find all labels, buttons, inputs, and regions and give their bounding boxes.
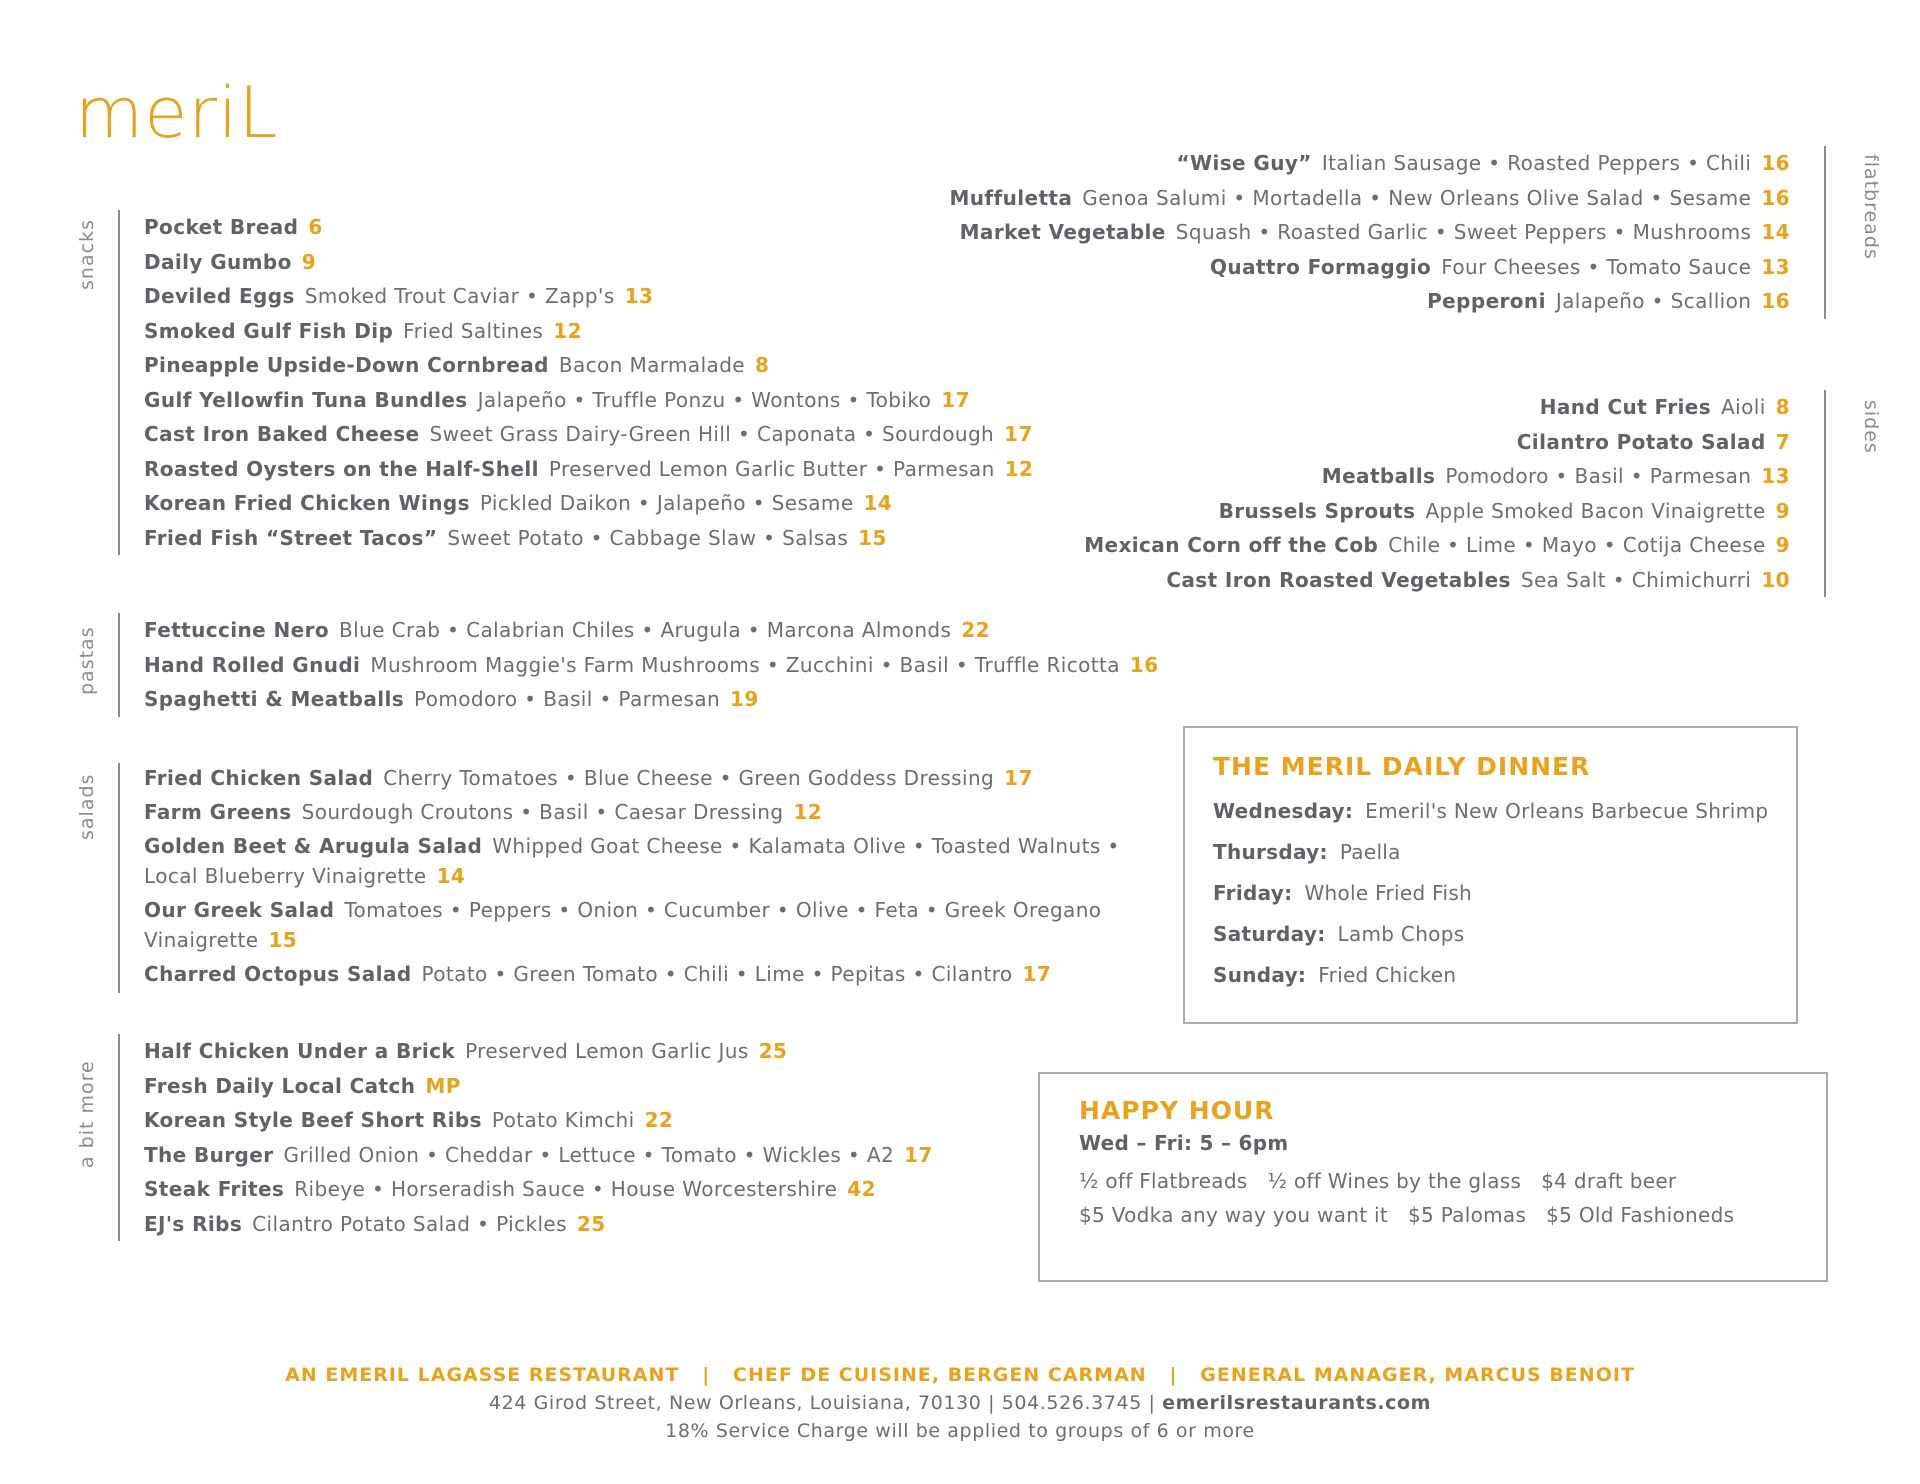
menu-item [144,1138,933,1173]
menu-item-price: 8 [1775,395,1790,419]
menu-item-description: Potato • Green Tomato • Chili • Lime • Pepitas • Cilantro [421,962,1013,986]
menu-item [144,648,1159,683]
menu-item-name: Mexican Corn off the Cob [1084,533,1379,557]
menu-item-name: Hand Cut Fries [1539,395,1712,419]
menu-item-price: 14 [1761,220,1790,244]
menu-item [144,486,1033,521]
menu-item-name: Fried Chicken Salad [144,766,374,790]
daily-dinner-dish: Emeril's New Orleans Barbecue Shrimp [1365,799,1769,823]
menu-item-price: 13 [624,284,654,308]
happy-hour-deals-1: ½ off Flatbreads ½ off Wines by the glass $4 draft beer [1079,1169,1677,1193]
menu-item-description: Tomatoes • Peppers • Onion • Cucumber • Olive • Feta • Greek Oregano Vinaigrette [144,898,1102,952]
menu-item-description: Smoked Trout Caviar • Zapp's [304,284,615,308]
daily-dinner-day: Saturday: [1213,922,1326,946]
website-link[interactable]: emerilsrestaurants.com [1162,1392,1432,1414]
menu-item-description: Mushroom Maggie's Farm Mushrooms • Zucchini • Basil • Truffle Ricotta [370,652,1120,677]
menu-item [144,1103,933,1138]
menu-item [949,146,1790,181]
menu-item [144,348,1033,383]
menu-item-description: Jalapeño • Truffle Ponzu • Wontons • Tobiko [477,387,932,412]
menu-item-name: Steak Frites [144,1177,285,1201]
menu-item-name: Fresh Daily Local Catch [144,1073,416,1098]
menu-item-description: Sweet Grass Dairy-Green Hill • Caponata • Sourdough [429,422,995,446]
menu-item [144,1034,933,1069]
menu-item-description: Chile • Lime • Mayo • Cotija Cheese [1388,533,1766,557]
menu-item-name: Hand Rolled Gnudi [144,652,361,677]
menu-item [144,797,1144,827]
flatbreads-section [949,146,1826,319]
section-label-salads: salads [76,773,98,840]
section-label-pastas: pastas [76,626,98,695]
daily-dinner-row [1213,791,1796,832]
menu-item-price: 14 [863,491,893,515]
menu-item-name: “Wise Guy” [1176,151,1312,175]
menu-item-name: Quattro Formaggio [1209,254,1432,279]
menu-item [949,284,1790,319]
daily-dinner-box [1183,726,1798,1024]
menu-item-price: 9 [301,249,317,274]
happy-hour-box [1038,1072,1828,1282]
menu-item-price: 13 [1761,254,1790,279]
menu-item-description: Blue Crab • Calabrian Chiles • Arugula • Marcona Almonds [339,618,952,642]
menu-item-price: 16 [1761,185,1790,210]
salads-section [118,763,1164,993]
menu-item-description: Pomodoro • Basil • Parmesan [1445,464,1752,488]
menu-item-price: 7 [1775,429,1790,454]
menu-item [1084,563,1790,598]
menu-item-description: Fried Saltines [403,318,544,343]
daily-dinner-title: THE MERIL DAILY DINNER [1213,752,1591,781]
menu-item-name: Golden Beet & Arugula Salad [144,834,483,858]
menu-item [144,383,1033,418]
menu-item-name: Pepperoni [1427,289,1546,313]
menu-item-price: 16 [1761,289,1790,313]
menu-item [144,682,1159,717]
menu-item-name: Charred Octopus Salad [144,962,412,986]
menu-item-price: 17 [1004,766,1033,790]
menu-item-price: 17 [1022,962,1052,986]
menu-item-price: 6 [308,215,323,239]
menu-item-price: 15 [268,928,298,952]
menu-item [144,417,1033,452]
menu-item [1084,425,1790,460]
menu-item-price: 12 [553,318,582,343]
menu-item-price: 9 [1775,533,1790,557]
menu-item-description: Aioli [1721,395,1766,419]
menu-item-price: 25 [758,1039,788,1063]
menu-item-name: Cast Iron Baked Cheese [144,422,420,446]
daily-dinner-list [1213,791,1796,996]
menu-item-name: EJ's Ribs [144,1211,243,1236]
menu-item-description: Pomodoro • Basil • Parmesan [414,687,721,711]
menu-item-description: Jalapeño • Scallion [1555,289,1752,313]
menu-item-description: Sea Salt • Chimichurri [1520,567,1752,592]
menu-item-description: Apple Smoked Bacon Vinaigrette [1425,498,1766,523]
daily-dinner-dish: Paella [1339,840,1401,864]
menu-item [144,895,1144,955]
daily-dinner-row [1213,914,1796,955]
menu-item-description: Italian Sausage • Roasted Peppers • Chili [1321,151,1752,175]
menu-item-price: 10 [1761,567,1790,592]
menu-item-description: Squash • Roasted Garlic • Sweet Peppers • Mushrooms [1175,220,1752,244]
menu-item [144,1207,933,1242]
menu-item-name: The Burger [144,1142,274,1167]
restaurant-logo: meriL [75,72,279,154]
menu-item [949,250,1790,285]
menu-item [949,181,1790,216]
menu-item-name: Daily Gumbo [144,249,292,274]
menu-item-price: 12 [1004,456,1034,481]
menu-item-price: 16 [1129,652,1159,677]
menu-item-price: 12 [793,800,823,824]
pastas-section [118,613,1159,717]
more-section [118,1034,933,1241]
menu-item [1084,528,1790,563]
menu-item-name: Roasted Oysters on the Half-Shell [144,456,539,481]
menu-item [949,215,1790,250]
daily-dinner-day: Thursday: [1213,840,1328,864]
footer [0,1364,1920,1442]
daily-dinner-dish: Whole Fried Fish [1304,881,1473,905]
footer-address-line [0,1392,1920,1414]
section-label-more: a bit more [76,1060,98,1168]
menu-item-description: Whipped Goat Cheese • Kalamata Olive • Toasted Walnuts • Local Blueberry Vinaigrette [144,834,1120,888]
menu-item [144,763,1144,793]
sides-section [1084,390,1826,597]
menu-item-description: Ribeye • Horseradish Sauce • House Worcestershire [294,1177,838,1201]
menu-item-description: Preserved Lemon Garlic Jus [465,1039,749,1063]
menu-item-description: Pickled Daikon • Jalapeño • Sesame [479,491,854,515]
menu-item-name: Our Greek Salad [144,898,335,922]
menu-item-price: MP [425,1073,461,1098]
menu-item [1084,390,1790,425]
menu-item-name: Cast Iron Roasted Vegetables [1166,567,1511,592]
menu-item-description: Cilantro Potato Salad • Pickles [252,1211,567,1236]
section-label-flatbreads: flatbreads [1860,154,1882,260]
menu-item-name: Korean Fried Chicken Wings [144,491,470,515]
menu-item-description: Grilled Onion • Cheddar • Lettuce • Tomato • Wickles • A2 [283,1142,895,1167]
menu-item-description: Cherry Tomatoes • Blue Cheese • Green Goddess Dressing [383,766,995,790]
menu-item-name: Meatballs [1321,464,1436,488]
menu-item-price: 13 [1761,464,1790,488]
happy-hour-time: Wed – Fri: 5 – 6pm [1079,1131,1289,1155]
menu-item-name: Spaghetti & Meatballs [144,687,405,711]
menu-item-price: 8 [755,353,770,377]
daily-dinner-row [1213,955,1796,996]
menu-item-price: 42 [847,1177,876,1201]
menu-item [144,314,1033,349]
section-label-snacks: snacks [76,219,98,290]
menu-item-name: Gulf Yellowfin Tuna Bundles [144,387,468,412]
menu-item-price: 17 [1004,422,1033,446]
menu-item-price: 19 [730,687,759,711]
menu-item-price: 25 [576,1211,606,1236]
daily-dinner-dish: Lamb Chops [1337,922,1465,946]
menu-item-name: Farm Greens [144,800,292,824]
menu-item-description: Potato Kimchi [491,1108,635,1132]
menu-item [144,1172,933,1207]
menu-item-price: 16 [1761,151,1790,175]
snacks-section [118,210,1033,555]
menu-item-price: 22 [961,618,990,642]
daily-dinner-row [1213,832,1796,873]
menu-item-name: Muffuletta [949,185,1073,210]
menu-item [1084,459,1790,494]
menu-item-name: Cilantro Potato Salad [1516,429,1766,454]
menu-item [144,210,1033,245]
menu-item-description: Sweet Potato • Cabbage Slaw • Salsas [447,525,849,550]
menu-item-name: Fettuccine Nero [144,618,330,642]
menu-item-price: 22 [644,1108,674,1132]
menu-item-name: Market Vegetable [959,220,1166,244]
daily-dinner-day: Friday: [1213,881,1293,905]
footer-credits: AN EMERIL LAGASSE RESTAURANT | CHEF DE CUISINE, BERGEN CARMAN | GENERAL MANAGER, MARCUS BENOIT [285,1364,1635,1386]
menu-item [144,245,1033,280]
menu-item-description: Preserved Lemon Garlic Butter • Parmesan [548,456,995,481]
menu-item-name: Pocket Bread [144,215,299,239]
daily-dinner-dish: Fried Chicken [1318,963,1457,987]
footer-address: 424 Girod Street, New Orleans, Louisiana, 70130 | 504.526.3745 | [488,1392,1163,1414]
menu-item [144,1069,933,1104]
menu-item [144,613,1159,648]
menu-item [1084,494,1790,529]
menu-item-name: Pineapple Upside-Down Cornbread [144,353,549,377]
section-label-sides: sides [1860,400,1882,454]
menu-item-description: Four Cheeses • Tomato Sauce [1441,254,1752,279]
menu-item-name: Half Chicken Under a Brick [144,1039,456,1063]
menu-item-name: Fried Fish “Street Tacos” [144,525,438,550]
menu-item-price: 14 [436,864,466,888]
menu-item-description: Sourdough Croutons • Basil • Caesar Dressing [301,800,784,824]
menu-item-description: Genoa Salumi • Mortadella • New Orleans Olive Salad • Sesame [1082,185,1752,210]
menu-item-price: 17 [941,387,970,412]
menu-item [144,521,1033,556]
menu-item-description: Bacon Marmalade [558,353,746,377]
menu-item-name: Deviled Eggs [144,284,295,308]
daily-dinner-day: Sunday: [1213,963,1307,987]
menu-item [144,831,1144,891]
menu-item-price: 9 [1775,498,1790,523]
menu-item [144,959,1144,989]
menu-item-name: Smoked Gulf Fish Dip [144,318,394,343]
menu-item-name: Brussels Sprouts [1218,498,1416,523]
menu-item-name: Korean Style Beef Short Ribs [144,1108,482,1132]
happy-hour-deals-2: $5 Vodka any way you want it $5 Palomas $5 Old Fashioneds [1079,1203,1735,1227]
daily-dinner-row [1213,873,1796,914]
footer-service-charge: 18% Service Charge will be applied to groups of 6 or more [665,1420,1255,1442]
daily-dinner-day: Wednesday: [1213,799,1354,823]
menu-item [144,279,1033,314]
menu-item [144,452,1033,487]
happy-hour-title: HAPPY HOUR [1079,1096,1275,1125]
menu-item-price: 15 [858,525,887,550]
menu-item-price: 17 [904,1142,933,1167]
